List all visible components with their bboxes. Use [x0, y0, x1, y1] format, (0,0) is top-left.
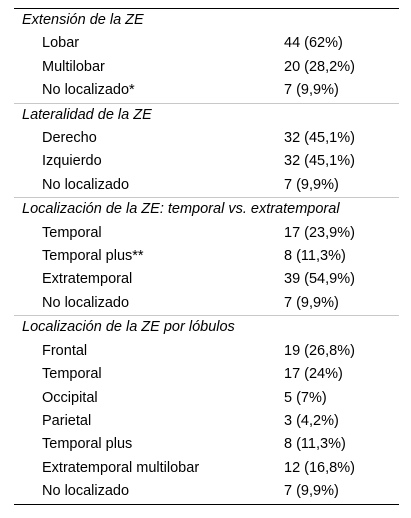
row-label: Lobar [42, 35, 80, 52]
row-value: 7 (9,9%) [284, 82, 339, 99]
table-row [14, 79, 399, 103]
table-row [14, 292, 399, 316]
row-value: 12 (16,8%) [284, 459, 355, 476]
row-label: Izquierdo [42, 153, 102, 170]
section-header-row [14, 198, 399, 222]
row-value: 32 (45,1%) [284, 153, 355, 170]
table-row [14, 56, 399, 79]
table-row [14, 245, 399, 268]
row-value: 3 (4,2%) [284, 412, 339, 429]
row-label: No localizado [42, 176, 130, 193]
table-row [14, 480, 399, 503]
row-label: Extratemporal [42, 271, 133, 288]
section-header: Lateralidad de la ZE [14, 103, 399, 127]
row-value: 7 (9,9%) [284, 176, 339, 193]
row-label: Extratemporal multilobar [42, 459, 200, 476]
section-header: Extensión de la ZE [22, 12, 144, 28]
table-row [14, 174, 399, 198]
section-header: Localización de la ZE por lóbulos [14, 316, 399, 340]
row-label: Occipital [42, 389, 98, 406]
row-value: 17 (24%) [284, 366, 343, 383]
section-header-row [14, 103, 399, 127]
table-row [14, 268, 399, 291]
row-label: Temporal [42, 366, 102, 383]
table-row [14, 340, 399, 363]
row-value: 20 (28,2%) [284, 58, 355, 75]
table-row [14, 127, 399, 150]
row-value: 17 (23,9%) [284, 224, 355, 241]
row-value: 44 (62%) [284, 35, 343, 52]
table-row [14, 32, 399, 55]
table-row [14, 222, 399, 245]
table-row [14, 363, 399, 386]
row-label: No localizado [42, 483, 130, 500]
row-value: 7 (9,9%) [284, 483, 339, 500]
row-label: Temporal plus [42, 436, 133, 453]
row-value: 19 (26,8%) [284, 342, 355, 359]
row-label: Temporal plus** [42, 248, 144, 265]
row-label: Derecho [42, 130, 97, 147]
row-label: Frontal [42, 342, 88, 359]
section-header-row [14, 316, 399, 340]
row-value: 7 (9,9%) [284, 294, 339, 311]
row-label: Temporal [42, 224, 102, 241]
table-row [14, 387, 399, 410]
row-label: Parietal [42, 412, 92, 429]
row-value: 8 (11,3%) [284, 248, 346, 265]
table-row [14, 457, 399, 480]
data-table [14, 9, 399, 504]
row-value: 39 (54,9%) [284, 271, 355, 288]
row-value: 5 (7%) [284, 389, 327, 406]
row-label: Multilobar [42, 58, 105, 75]
data-table-container [14, 8, 399, 505]
section-header: Localización de la ZE: temporal vs. extratemporal [14, 198, 399, 222]
section-header-row [14, 9, 399, 32]
row-label: No localizado [42, 294, 130, 311]
row-value: 32 (45,1%) [284, 130, 355, 147]
row-value: 8 (11,3%) [284, 436, 346, 453]
table-row [14, 433, 399, 456]
row-label: No localizado* [42, 82, 135, 99]
table-row [14, 410, 399, 433]
table-row [14, 150, 399, 173]
